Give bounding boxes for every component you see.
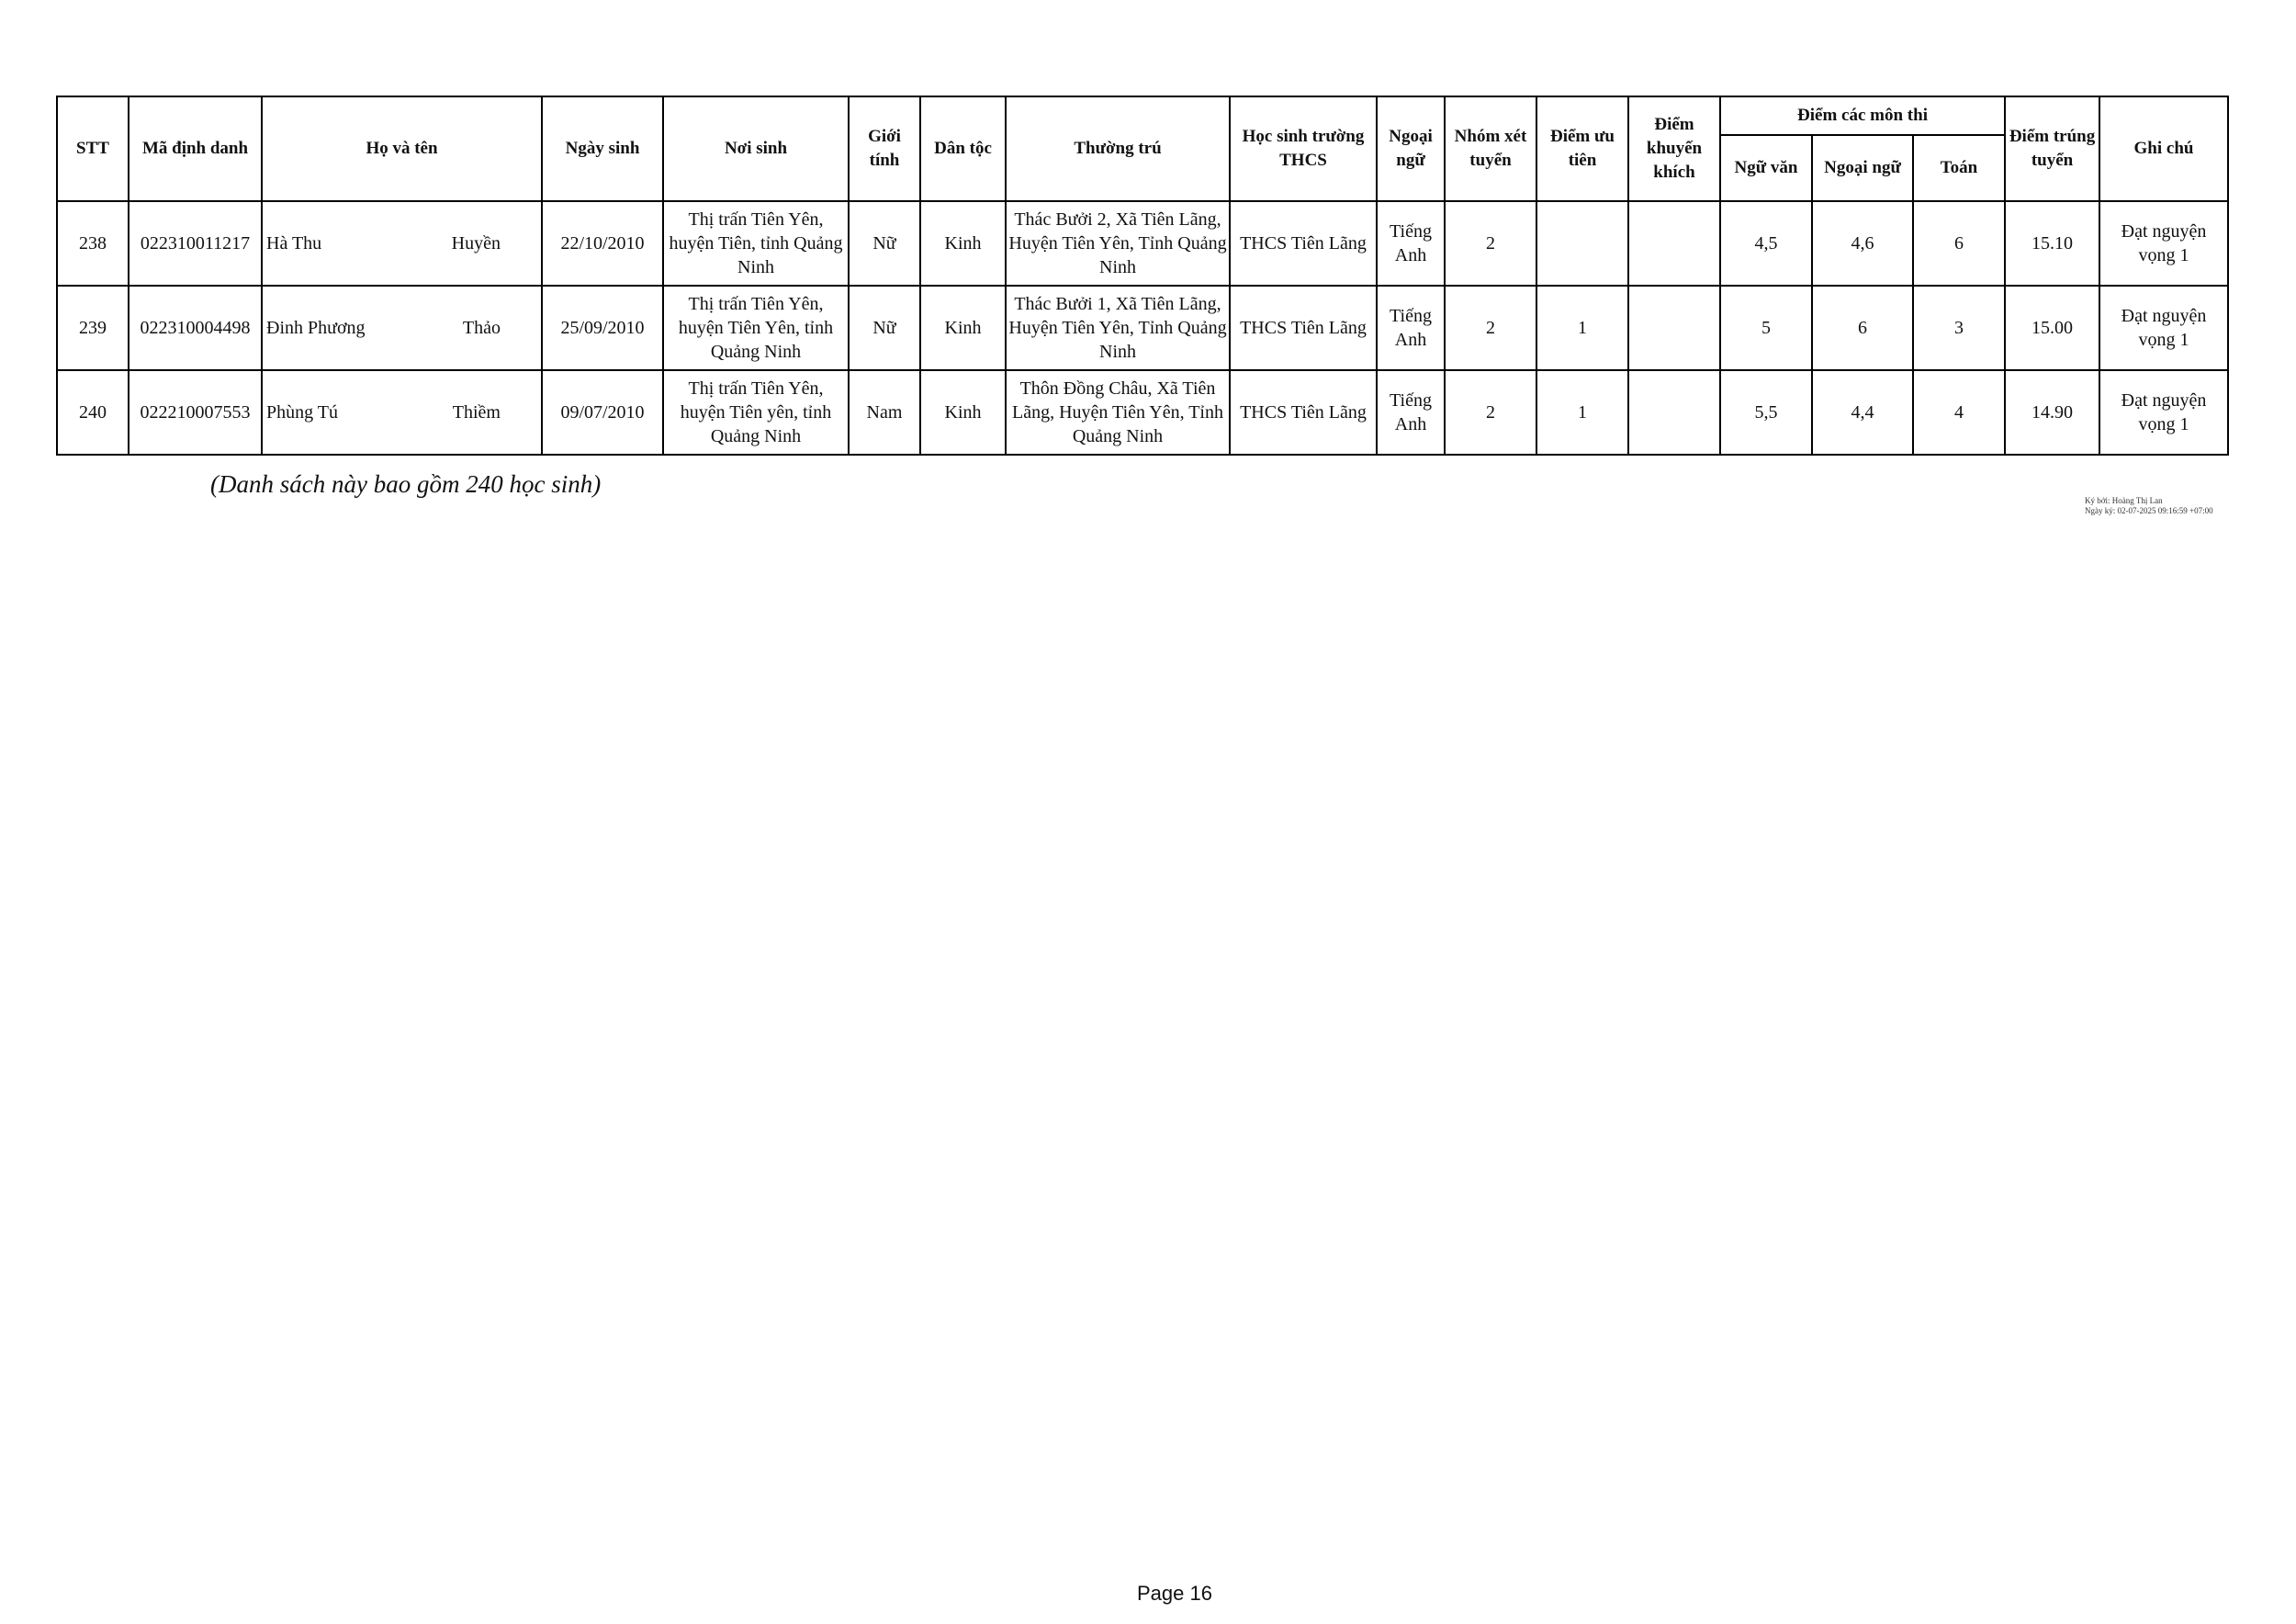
header-nhom-xet-tuyen: Nhóm xét tuyển [1445,96,1536,201]
cell-ngoai-ngu-score: 4,4 [1812,370,1913,455]
cell-ma-dinh-danh: 022310004498 [129,286,262,370]
header-ghi-chu: Ghi chú [2099,96,2228,201]
header-ngay-sinh: Ngày sinh [542,96,663,201]
cell-ngu-van: 5 [1720,286,1812,370]
header-diem-khuyen-khich: Điểm khuyến khích [1628,96,1720,201]
header-row-top [57,96,2228,135]
cell-ma-dinh-danh: 022210007553 [129,370,262,455]
cell-dan-toc: Kinh [920,286,1006,370]
list-summary-caption: (Danh sách này bao gồm 240 học sinh) [210,470,602,498]
cell-ho-dem: Đinh Phương [266,318,366,338]
header-diem-uu-tien: Điểm ưu tiên [1536,96,1628,201]
header-ngoai-ngu: Ngoại ngữ [1377,96,1445,201]
page-number: Page 16 [1137,1582,1212,1605]
cell-ghi-chu: Đạt nguyện vọng 1 [2099,201,2228,286]
cell-ngu-van: 5,5 [1720,370,1812,455]
header-dan-toc: Dân tộc [920,96,1006,201]
cell-toan: 6 [1913,201,2005,286]
cell-diem-uu-tien: 1 [1536,286,1628,370]
cell-dan-toc: Kinh [920,370,1006,455]
cell-nhom-xet-tuyen: 2 [1445,201,1536,286]
cell-noi-sinh: Thị trấn Tiên Yên, huyện Tiên, tỉnh Quảng Ninh [663,201,849,286]
cell-ngoai-ngu-score: 4,6 [1812,201,1913,286]
admission-results-table [56,96,2229,456]
cell-thuong-tru: Thôn Đồng Châu, Xã Tiên Lãng, Huyện Tiên Yên, Tỉnh Quảng Ninh [1006,370,1230,455]
signature-signer: Ký bởi: Hoàng Thị Lan [2085,496,2163,505]
cell-hoc-sinh-truong: THCS Tiên Lãng [1230,286,1377,370]
header-diem-trung-tuyen: Điểm trúng tuyển [2005,96,2099,201]
header-stt: STT [57,96,129,201]
cell-nhom-xet-tuyen: 2 [1445,370,1536,455]
cell-ngoai-ngu: Tiếng Anh [1377,370,1445,455]
cell-ngay-sinh: 22/10/2010 [542,201,663,286]
cell-diem-khuyen-khich [1628,201,1720,286]
header-thuong-tru: Thường trú [1006,96,1230,201]
cell-noi-sinh: Thị trấn Tiên Yên, huyện Tiên Yên, tỉnh Quảng Ninh [663,286,849,370]
header-ma-dinh-danh: Mã định danh [129,96,262,201]
cell-diem-khuyen-khich [1628,370,1720,455]
header-gioi-tinh: Giới tính [849,96,920,201]
cell-ho-va-ten [262,370,542,455]
cell-diem-uu-tien [1536,201,1628,286]
cell-ten: Thiềm [452,402,501,423]
cell-ngoai-ngu: Tiếng Anh [1377,201,1445,286]
cell-dan-toc: Kinh [920,201,1006,286]
cell-ghi-chu: Đạt nguyện vọng 1 [2099,370,2228,455]
header-ho-va-ten: Họ và tên [262,96,542,201]
cell-hoc-sinh-truong: THCS Tiên Lãng [1230,201,1377,286]
cell-ho-dem: Phùng Tú [266,402,338,423]
cell-gioi-tinh: Nữ [849,201,920,286]
header-diem-cac-mon-thi: Điểm các môn thi [1720,96,2005,135]
cell-toan: 3 [1913,286,2005,370]
header-toan: Toán [1913,135,2005,201]
header-ngoai-ngu-score: Ngoại ngữ [1812,135,1913,201]
cell-ho-va-ten [262,286,542,370]
cell-ghi-chu: Đạt nguyện vọng 1 [2099,286,2228,370]
cell-diem-trung-tuyen: 15.10 [2005,201,2099,286]
cell-ten: Thảo [462,318,501,338]
table-row [57,286,2228,370]
digital-signature [2085,496,2213,516]
cell-ho-dem: Hà Thu [266,233,322,254]
cell-thuong-tru: Thác Bưởi 2, Xã Tiên Lãng, Huyện Tiên Yên, Tỉnh Quảng Ninh [1006,201,1230,286]
cell-ngu-van: 4,5 [1720,201,1812,286]
cell-ten: Huyền [451,233,501,254]
header-ngu-van: Ngữ văn [1720,135,1812,201]
cell-ngay-sinh: 25/09/2010 [542,286,663,370]
header-noi-sinh: Nơi sinh [663,96,849,201]
cell-hoc-sinh-truong: THCS Tiên Lãng [1230,370,1377,455]
cell-diem-uu-tien: 1 [1536,370,1628,455]
cell-gioi-tinh: Nam [849,370,920,455]
cell-ngoai-ngu: Tiếng Anh [1377,286,1445,370]
cell-ho-va-ten [262,201,542,286]
table-row [57,370,2228,455]
cell-gioi-tinh: Nữ [849,286,920,370]
cell-stt: 240 [57,370,129,455]
cell-toan: 4 [1913,370,2005,455]
cell-diem-trung-tuyen: 15.00 [2005,286,2099,370]
cell-diem-khuyen-khich [1628,286,1720,370]
cell-stt: 239 [57,286,129,370]
cell-ngay-sinh: 09/07/2010 [542,370,663,455]
cell-thuong-tru: Thác Bưởi 1, Xã Tiên Lãng, Huyện Tiên Yên, Tỉnh Quảng Ninh [1006,286,1230,370]
cell-ngoai-ngu-score: 6 [1812,286,1913,370]
cell-noi-sinh: Thị trấn Tiên Yên, huyện Tiên yên, tỉnh Quảng Ninh [663,370,849,455]
table-row [57,201,2228,286]
cell-nhom-xet-tuyen: 2 [1445,286,1536,370]
cell-stt: 238 [57,201,129,286]
header-hoc-sinh-truong: Học sinh trường THCS [1230,96,1377,201]
cell-diem-trung-tuyen: 14.90 [2005,370,2099,455]
cell-ma-dinh-danh: 022310011217 [129,201,262,286]
signature-date: Ngày ký: 02-07-2025 09:16:59 +07:00 [2085,506,2213,515]
